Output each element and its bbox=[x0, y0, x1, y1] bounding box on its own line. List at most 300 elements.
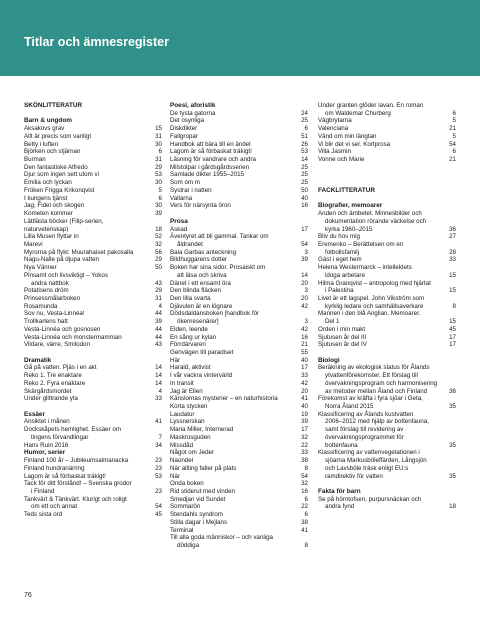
entry-title: Finland hundranärring bbox=[24, 464, 85, 472]
index-entry bbox=[24, 503, 162, 511]
entry-title: Det osynliga bbox=[170, 117, 205, 125]
index-entry bbox=[318, 503, 456, 511]
index-entry bbox=[318, 241, 456, 249]
index-entry bbox=[24, 218, 162, 226]
entry-title: En sång ur kylan bbox=[170, 333, 217, 341]
entry-page-number: 4 bbox=[158, 387, 162, 395]
index-entry bbox=[318, 295, 456, 303]
entry-title: Potatisens dröm bbox=[24, 287, 69, 295]
entry-title: Missdåd bbox=[170, 441, 194, 449]
index-entry bbox=[24, 334, 162, 342]
index-entry bbox=[170, 326, 308, 334]
index-entry bbox=[170, 473, 308, 481]
entry-title: av metoder mellan Åland och Finland bbox=[325, 387, 428, 395]
entry-page-number: 24 bbox=[301, 109, 308, 117]
index-entry bbox=[24, 488, 162, 496]
entry-title: I vår vackra vintervärld bbox=[170, 372, 233, 380]
entry-title: Harald, aktivist bbox=[170, 364, 211, 372]
entry-title: Tankvärt & Tänkvärt. Klurigt och roligt bbox=[24, 495, 127, 503]
entry-title: Kometen kommer bbox=[24, 210, 73, 218]
entry-page-number: 54 bbox=[155, 503, 162, 511]
index-entry bbox=[318, 148, 456, 156]
index-entry bbox=[24, 426, 162, 434]
index-entry bbox=[170, 357, 308, 365]
index-entry bbox=[318, 434, 456, 442]
entry-title: Terminal bbox=[170, 526, 194, 534]
entry-title: Aksakovs grav bbox=[24, 125, 65, 133]
entry-title: Onda boken bbox=[170, 480, 204, 488]
index-entry bbox=[24, 241, 162, 249]
entry-title: Valenciana bbox=[318, 125, 349, 133]
entry-title: i Finland bbox=[31, 487, 55, 495]
entry-page-number: 29 bbox=[155, 163, 162, 171]
entry-page-number: 20 bbox=[301, 387, 308, 395]
entry-title: Känslornas mysterier – en naturhistoria bbox=[170, 395, 278, 403]
index-entry bbox=[24, 195, 162, 203]
entry-page-number: 45 bbox=[449, 325, 456, 333]
index-entry bbox=[170, 156, 308, 164]
entry-title: idoga arbetare bbox=[325, 271, 365, 279]
index-entry bbox=[24, 395, 162, 403]
entry-page-number: 3 bbox=[304, 287, 308, 295]
entry-page-number: 21 bbox=[301, 341, 308, 349]
index-entry bbox=[318, 372, 456, 380]
entry-title: Jag, Fidel och skogen bbox=[24, 202, 85, 210]
index-entry bbox=[318, 117, 456, 125]
entry-title: i Palestina bbox=[325, 287, 354, 295]
entry-page-number: 42 bbox=[301, 325, 308, 333]
index-entry bbox=[170, 480, 308, 488]
entry-title: Burman bbox=[24, 156, 46, 164]
entry-page-number: 16 bbox=[301, 333, 308, 341]
entry-title: Askad bbox=[170, 225, 188, 233]
spacer bbox=[24, 110, 162, 118]
index-entry bbox=[170, 442, 308, 450]
entry-page-number: 21 bbox=[449, 156, 456, 164]
entry-page-number: 52 bbox=[155, 233, 162, 241]
entry-title: Smedjan vid Sundet bbox=[170, 495, 226, 503]
section-heading: Biografier, memoarer bbox=[318, 202, 383, 210]
entry-title: andra nattbok bbox=[31, 279, 69, 287]
entry-page-number: 41 bbox=[155, 418, 162, 426]
spacer bbox=[318, 195, 456, 203]
entry-title: fotbollsfamilj bbox=[325, 248, 360, 256]
entry-page-number: 35 bbox=[449, 403, 456, 411]
index-entry bbox=[170, 527, 308, 535]
entry-page-number: 44 bbox=[155, 325, 162, 333]
index-entry bbox=[24, 465, 162, 473]
entry-title: naturvetenskap) bbox=[24, 225, 69, 233]
entry-page-number: 36 bbox=[449, 387, 456, 395]
entry-title: Sommarön bbox=[170, 503, 201, 511]
entry-page-number: 32 bbox=[301, 480, 308, 488]
entry-page-number: 35 bbox=[449, 441, 456, 449]
entry-title: kyrka 1960–2015 bbox=[325, 225, 373, 233]
section-heading: Prosa bbox=[170, 217, 188, 225]
entry-title: Trollkarlens hatt bbox=[24, 318, 68, 326]
entry-title: Stilla dagar i Mejlans bbox=[170, 518, 228, 526]
entry-page-number: 50 bbox=[155, 264, 162, 272]
entry-title: Handbok att bära till en ändel bbox=[170, 140, 251, 148]
index-entry bbox=[318, 233, 456, 241]
entry-title: Teds sista ord bbox=[24, 511, 63, 519]
index-entry bbox=[170, 249, 308, 257]
section-heading: FACKLITTERATUR bbox=[318, 186, 376, 194]
index-entry bbox=[170, 280, 308, 288]
index-entry bbox=[318, 280, 456, 288]
entry-title: Klassificering av Ålands kustvatten bbox=[318, 410, 414, 418]
entry-title: andra fynd bbox=[325, 503, 355, 511]
entry-page-number: 17 bbox=[301, 426, 308, 434]
entry-title: Del 1 bbox=[325, 318, 340, 326]
entry-title: Djävulen är en lögnare bbox=[170, 302, 233, 310]
index-entry bbox=[24, 295, 162, 303]
entry-title: Maria Miller, Internerad bbox=[170, 426, 234, 434]
index-entry bbox=[170, 403, 308, 411]
entry-title: Korta stycken bbox=[170, 403, 208, 411]
entry-page-number: 8 bbox=[452, 302, 456, 310]
entry-title: Marevi bbox=[24, 240, 43, 248]
entry-page-number: 32 bbox=[301, 433, 308, 441]
entry-title: När bbox=[170, 472, 180, 480]
entry-page-number: 23 bbox=[155, 457, 162, 465]
entry-title: bottenfauna bbox=[325, 441, 358, 449]
index-entry bbox=[170, 519, 308, 527]
entry-title: Systrar i natten bbox=[170, 186, 212, 194]
entry-title: Vägbrytarna bbox=[318, 117, 352, 125]
entry-title: De tysta gatorna bbox=[170, 109, 216, 117]
entry-page-number: 5 bbox=[452, 117, 456, 125]
entry-title: Norra Åland 2015 bbox=[325, 403, 374, 411]
index-entry bbox=[24, 434, 162, 442]
entry-title: Nya Vänner bbox=[24, 264, 57, 272]
entry-page-number: 39 bbox=[155, 210, 162, 218]
entry-title: Orden i min makt bbox=[318, 325, 366, 333]
entry-title: övervakningsprogram och harmonisering bbox=[325, 379, 438, 387]
section-heading: Essäer bbox=[24, 410, 45, 418]
entry-title: Beräkning av ekologisk status för Ålands bbox=[318, 364, 430, 372]
entry-page-number: 27 bbox=[449, 233, 456, 241]
entry-title: Läsning för vandrare och andra bbox=[170, 156, 256, 164]
entry-page-number: 25 bbox=[301, 179, 308, 187]
entry-page-number: 6 bbox=[452, 109, 456, 117]
entry-page-number: 54 bbox=[449, 140, 456, 148]
entry-title: och Lavsböle träsk enligt EU:s bbox=[325, 464, 409, 472]
index-entry bbox=[170, 287, 308, 295]
entry-page-number: 41 bbox=[301, 526, 308, 534]
section-heading: Biologi bbox=[318, 356, 340, 364]
entry-title: om Waldemar Churberg bbox=[325, 109, 391, 117]
entry-title: Något om Jeder bbox=[170, 449, 215, 457]
index-entry bbox=[318, 380, 456, 388]
entry-title: övervakningsprogrammet för bbox=[325, 433, 404, 441]
index-entry bbox=[24, 179, 162, 187]
index-entry bbox=[24, 164, 162, 172]
entry-title: tingens förvandlingar bbox=[31, 433, 89, 441]
index-entry bbox=[170, 465, 308, 473]
entry-page-number: 53 bbox=[155, 171, 162, 179]
entry-page-number: 31 bbox=[155, 294, 162, 302]
index-entry bbox=[24, 156, 162, 164]
entry-title: Till alla goda människor – och vanliga bbox=[170, 534, 273, 542]
entry-title: Vonne och Marie bbox=[318, 156, 365, 164]
index-entry bbox=[24, 341, 162, 349]
entry-title: Gå på vatten. Pjäs i en akt bbox=[24, 364, 97, 372]
entry-title: Vers för närsynta öron bbox=[170, 202, 231, 210]
index-entry bbox=[24, 364, 162, 372]
entry-page-number: 51 bbox=[301, 132, 308, 140]
index-entry bbox=[170, 310, 308, 318]
index-entry bbox=[170, 295, 308, 303]
index-entry bbox=[24, 511, 162, 519]
index-entry bbox=[24, 141, 162, 149]
index-entry bbox=[318, 110, 456, 118]
entry-page-number: 15 bbox=[449, 271, 456, 279]
index-entry bbox=[170, 372, 308, 380]
index-entry bbox=[24, 457, 162, 465]
entry-page-number: 4 bbox=[158, 302, 162, 310]
entry-page-number: 3 bbox=[304, 248, 308, 256]
section-heading: SKÖNLITTERATUR bbox=[24, 102, 83, 109]
index-entry bbox=[318, 310, 456, 318]
entry-title: Under glittrande yta bbox=[24, 395, 78, 403]
index-entry bbox=[170, 179, 308, 187]
entry-page-number: 36 bbox=[449, 225, 456, 233]
entry-page-number: 14 bbox=[155, 372, 162, 380]
index-entry bbox=[170, 303, 308, 311]
section-heading: Poesi, aforistik bbox=[170, 102, 216, 109]
entry-title: Jag är Ellen bbox=[170, 387, 203, 395]
entry-page-number: 14 bbox=[301, 271, 308, 279]
entry-page-number: 5 bbox=[158, 186, 162, 194]
entry-page-number: 18 bbox=[155, 225, 162, 233]
entry-page-number: 23 bbox=[155, 487, 162, 495]
index-column-2 bbox=[170, 102, 308, 550]
entry-page-number: 6 bbox=[452, 148, 456, 156]
entry-page-number: 30 bbox=[155, 140, 162, 148]
entry-title: In transit bbox=[170, 379, 194, 387]
entry-title: Stendahls syndrom bbox=[170, 511, 223, 519]
index-entry bbox=[318, 465, 456, 473]
entry-page-number: 39 bbox=[155, 318, 162, 326]
index-entry bbox=[318, 272, 456, 280]
entry-page-number: 39 bbox=[301, 256, 308, 264]
entry-page-number: 35 bbox=[449, 472, 456, 480]
entry-page-number: 33 bbox=[301, 372, 308, 380]
index-entry bbox=[318, 141, 456, 149]
entry-title: Gäst i eget hem bbox=[318, 256, 362, 264]
entry-title: Dockskåpets hemlighet. Essäer om bbox=[24, 426, 121, 434]
entry-title: Pinsamt och livsviktigt – Yokos bbox=[24, 271, 108, 279]
index-entry bbox=[170, 364, 308, 372]
index-entry bbox=[170, 195, 308, 203]
index-entry bbox=[318, 218, 456, 226]
entry-page-number: 54 bbox=[301, 240, 308, 248]
entry-title: Lilla Musen flyttar in bbox=[24, 233, 79, 241]
index-entry bbox=[170, 395, 308, 403]
entry-title: Betty i luften bbox=[24, 140, 59, 148]
index-entry bbox=[318, 426, 456, 434]
entry-title: Helena Westermarck – intellektets bbox=[318, 264, 412, 272]
entry-page-number: 42 bbox=[301, 302, 308, 310]
index-column-1 bbox=[24, 102, 162, 519]
index-entry bbox=[170, 233, 308, 241]
entry-page-number: 30 bbox=[155, 202, 162, 210]
index-entry bbox=[24, 496, 162, 504]
entry-page-number: 19 bbox=[301, 410, 308, 418]
index-entry bbox=[170, 187, 308, 195]
entry-title: Björken och stjärnan bbox=[24, 148, 81, 156]
entry-page-number: 38 bbox=[301, 457, 308, 465]
entry-title: Dänet i ett ensamt öra bbox=[170, 279, 231, 287]
entry-page-number: 15 bbox=[155, 125, 162, 133]
entry-title: döddiga bbox=[177, 541, 200, 549]
index-entry bbox=[170, 418, 308, 426]
entry-page-number: 14 bbox=[155, 379, 162, 387]
index-entry bbox=[170, 457, 308, 465]
section-heading: Humor, serier bbox=[24, 449, 66, 457]
entry-page-number: 14 bbox=[301, 156, 308, 164]
index-entry bbox=[170, 488, 308, 496]
entry-title: Tack för ditt förstånd! – Svenska grodor bbox=[24, 480, 132, 488]
index-entry bbox=[318, 133, 456, 141]
entry-title: Nagu-Nalle på djupa vatten bbox=[24, 256, 99, 264]
page-header bbox=[0, 0, 480, 76]
entry-title: sjöarna Markusböleffärden, Långsjön bbox=[325, 457, 427, 465]
entry-title: Allt är precis som vanligt bbox=[24, 132, 92, 140]
index-entry bbox=[24, 133, 162, 141]
index-entry bbox=[318, 318, 456, 326]
entry-title: Vesta-Linnéa och gosnosen bbox=[24, 325, 101, 333]
entry-page-number: 6 bbox=[304, 495, 308, 503]
index-entry bbox=[24, 264, 162, 272]
entry-title: Vesta-Linnéa och monstermamman bbox=[24, 333, 122, 341]
spacer bbox=[318, 171, 456, 179]
index-entry bbox=[318, 303, 456, 311]
entry-page-number: 20 bbox=[301, 294, 308, 302]
index-entry bbox=[24, 125, 162, 133]
index-entry bbox=[318, 334, 456, 342]
entry-title: dokumentation rörande väckelse och bbox=[325, 217, 427, 225]
index-entry bbox=[318, 473, 456, 481]
entry-page-number: 28 bbox=[449, 248, 456, 256]
index-entry bbox=[170, 511, 308, 519]
index-entry bbox=[24, 226, 162, 234]
entry-title: 2006–2012 med hjälp av bottenfauna, bbox=[325, 418, 429, 426]
index-entry bbox=[170, 426, 308, 434]
index-entry bbox=[318, 411, 456, 419]
index-entry bbox=[24, 187, 162, 195]
entry-page-number: 15 bbox=[449, 318, 456, 326]
entry-title: Bala Garbas anteckning bbox=[170, 248, 237, 256]
index-entry bbox=[170, 496, 308, 504]
index-entry bbox=[170, 264, 308, 272]
entry-title: Vänd om min längtan bbox=[318, 132, 377, 140]
entry-page-number: 25 bbox=[301, 171, 308, 179]
entry-page-number: 33 bbox=[449, 256, 456, 264]
entry-title: Förrdärvaren bbox=[170, 341, 206, 349]
index-entry bbox=[24, 256, 162, 264]
entry-page-number: 33 bbox=[301, 449, 308, 457]
entry-title: Dödsdaldansboken [handbok för bbox=[170, 310, 260, 318]
entry-page-number: 6 bbox=[304, 125, 308, 133]
index-entry bbox=[170, 534, 308, 542]
index-entry bbox=[170, 349, 308, 357]
entry-page-number: 17 bbox=[449, 333, 456, 341]
index-entry bbox=[318, 210, 456, 218]
index-entry bbox=[24, 287, 162, 295]
entry-page-number: 44 bbox=[155, 333, 162, 341]
entry-page-number: 17 bbox=[449, 341, 456, 349]
index-entry bbox=[170, 171, 308, 179]
index-entry bbox=[24, 210, 162, 218]
entry-title: Ansiktet i månen bbox=[24, 418, 70, 426]
entry-title: Djur som ingen sett utom vi bbox=[24, 171, 99, 179]
entry-title: ytvattenförekomster. Ett förslag till bbox=[325, 372, 418, 380]
entry-title: Vildare, värre, Smilodon bbox=[24, 341, 90, 349]
entry-title: Rid stiderut med vinden bbox=[170, 487, 236, 495]
entry-title: ökenresenärer] bbox=[177, 318, 219, 326]
index-entry bbox=[24, 303, 162, 311]
entry-page-number: 44 bbox=[155, 310, 162, 318]
entry-title: att läsa och skriva bbox=[177, 271, 227, 279]
entry-title: Sjutusen år del IV bbox=[318, 341, 367, 349]
index-entry bbox=[318, 102, 456, 110]
entry-page-number: 17 bbox=[301, 364, 308, 372]
index-entry bbox=[24, 326, 162, 334]
index-entry bbox=[170, 341, 308, 349]
index-entry bbox=[318, 287, 456, 295]
index-entry bbox=[318, 226, 456, 234]
entry-title: Förekomst av kräfta i fyra sjöar i Geta, bbox=[318, 395, 423, 403]
index-entry bbox=[24, 272, 162, 280]
index-entry bbox=[24, 442, 162, 450]
entry-page-number: 17 bbox=[301, 225, 308, 233]
entry-title: Reko 2. Fyra enaktare bbox=[24, 379, 86, 387]
entry-page-number: 21 bbox=[449, 125, 456, 133]
index-entry bbox=[170, 226, 308, 234]
entry-title: ramdirektiv för vatten bbox=[325, 472, 383, 480]
index-entry bbox=[170, 449, 308, 457]
entry-title: Livet är ett lagspel. John Vikström som bbox=[318, 294, 425, 302]
index-entry bbox=[318, 364, 456, 372]
entry-page-number: 33 bbox=[155, 395, 162, 403]
index-entry bbox=[318, 256, 456, 264]
entry-title: Bildhuggarens dotter bbox=[170, 256, 228, 264]
index-entry bbox=[318, 418, 456, 426]
entry-page-number: 43 bbox=[155, 341, 162, 349]
entry-title: Under granten glöder lavan. En roman bbox=[318, 102, 424, 109]
entry-page-number: 39 bbox=[301, 418, 308, 426]
entry-page-number: 16 bbox=[301, 487, 308, 495]
index-entry bbox=[170, 141, 308, 149]
index-entry bbox=[170, 542, 308, 550]
index-entry bbox=[24, 473, 162, 481]
entry-title: Myrorna på flykt: Muurahaiset pakosalla bbox=[24, 248, 134, 256]
index-entry bbox=[170, 434, 308, 442]
entry-title: Lättlästa böcker (Filip-serien, bbox=[24, 217, 104, 225]
index-entry bbox=[24, 310, 162, 318]
index-entry bbox=[318, 125, 456, 133]
index-entry bbox=[170, 148, 308, 156]
entry-title: Lagom är så förbaskat träkigt! bbox=[24, 472, 106, 480]
index-entry bbox=[318, 156, 456, 164]
index-entry bbox=[170, 272, 308, 280]
index-entry bbox=[318, 264, 456, 272]
entry-page-number: 54 bbox=[301, 472, 308, 480]
entry-title: Rosamunda bbox=[24, 302, 58, 310]
entry-page-number: 40 bbox=[301, 194, 308, 202]
